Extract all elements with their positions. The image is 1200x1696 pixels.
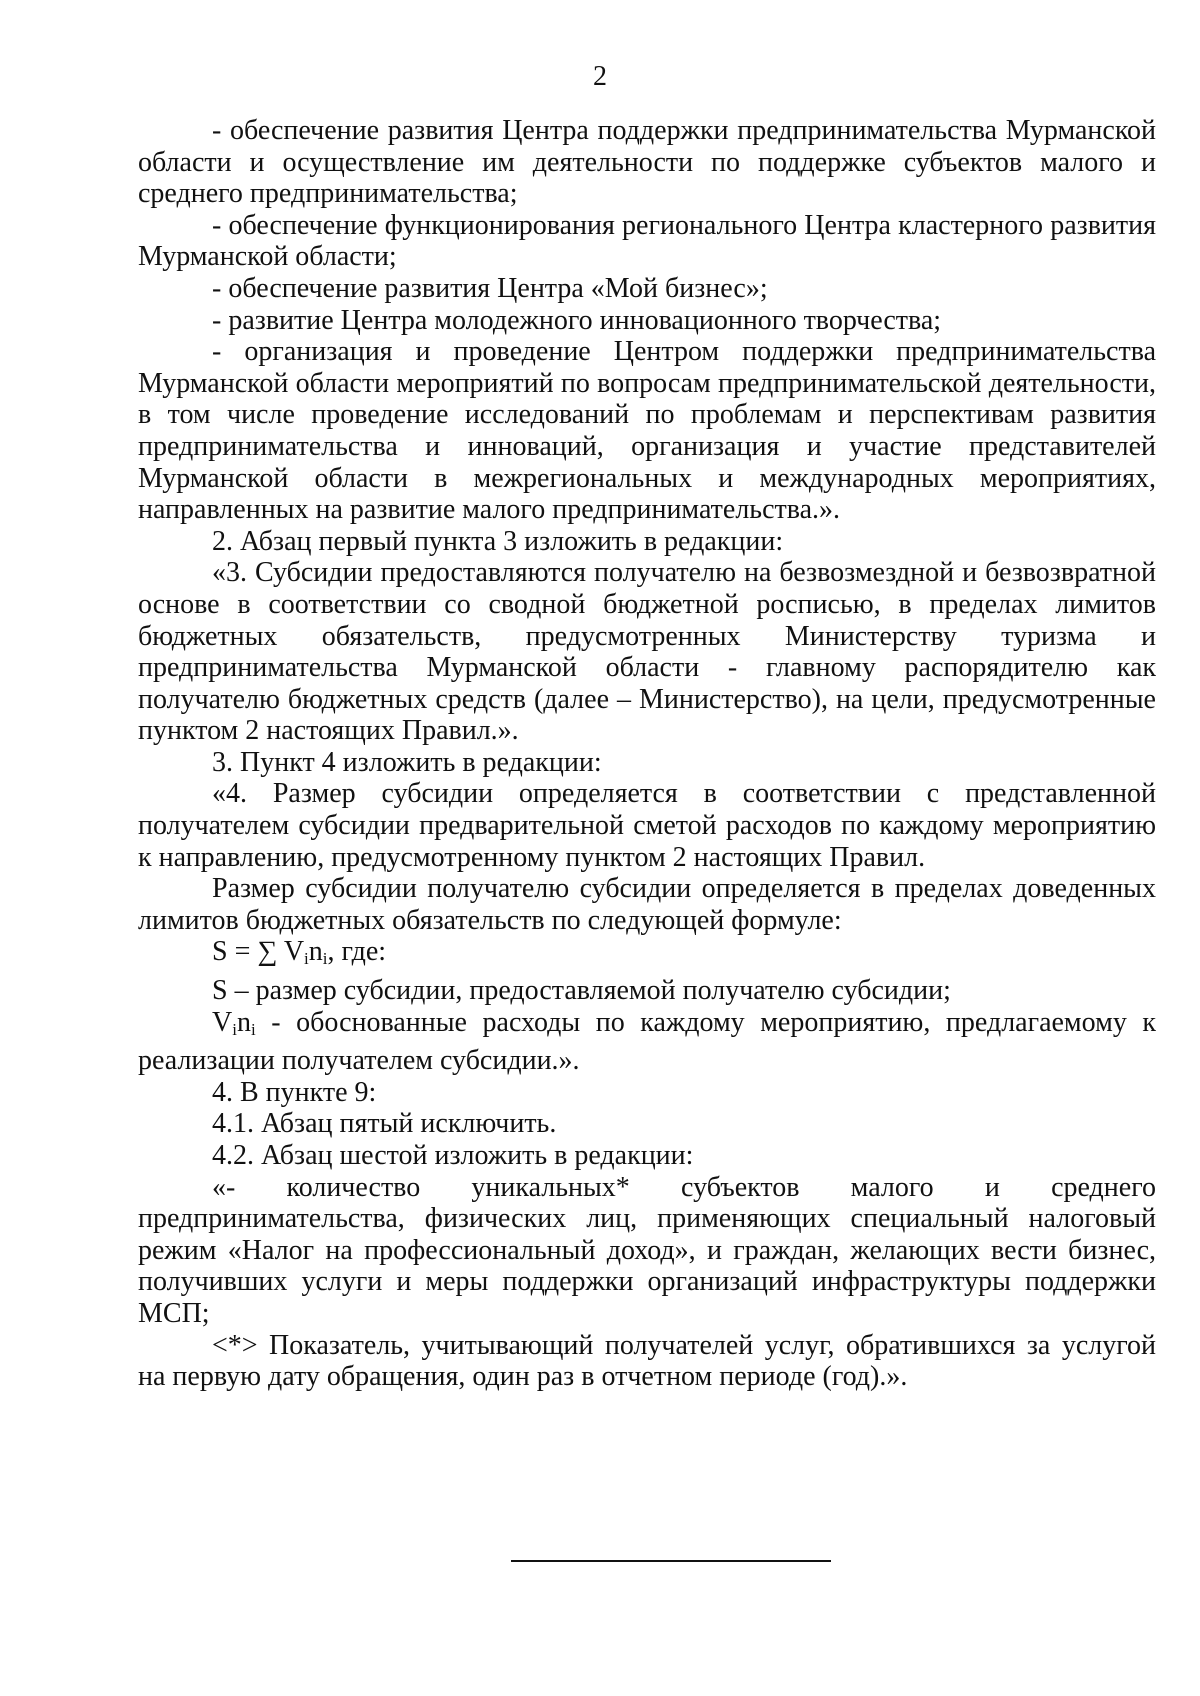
paragraph: 2. Абзац первый пункта 3 изложить в редакции: xyxy=(212,525,784,557)
formula-subscript: i xyxy=(322,949,328,969)
paragraph: 3. Пункт 4 изложить в редакции: xyxy=(212,746,602,778)
formula xyxy=(138,936,1156,975)
paragraph: 4.2. Абзац шестой изложить в редакции: xyxy=(212,1140,694,1171)
formula-subscript: i xyxy=(304,949,309,969)
paragraph: - организация и проведение Центром поддержки предпринимательства Мурманской области мероприятий по вопросам предпринимательской деятельности, в том числе проведение исследований по проблемам и перспективам развития предпринимательства и инноваций, организация и участие представителей Мурманской области в межрегиональных и международных мероприятиях, направленных на развитие малого предпринимательства.». xyxy=(138,336,1156,526)
paragraph: - обеспечение развития Центра «Мой бизнес»; xyxy=(212,272,768,304)
footnote-paragraph: <*> Показатель, учитывающий получателей услуг, обратившихся за услугой на первую дату обращения, один раз в отчетном периоде (год).». xyxy=(138,1329,1156,1393)
s-definition: S – размер субсидии, предоставляемой получателю субсидии; xyxy=(212,975,951,1007)
vn-v: V xyxy=(212,1006,233,1038)
paragraph: «- количество уникальных* субъектов малого и среднего предпринимательства, физических лиц, применяющих специальный налоговый режим «Налог на профессиональный доход», и граждан, желающих вести бизнес, получивших услуги и меры поддержки организаций инфраструктуры поддержки МСП; xyxy=(138,1171,1156,1329)
vn-subscript: i xyxy=(250,1019,256,1039)
page-number: 2 xyxy=(593,61,607,92)
vn-n: n xyxy=(236,1006,251,1038)
paragraph: - обеспечение функционирования регионального Центра кластерного развития Мурманской области; xyxy=(138,209,1156,273)
formula-n: n xyxy=(308,936,323,968)
vn-text: - обоснованные расходы по каждому мероприятию, предлагаемому к реализации получателем субсидии.». xyxy=(138,1006,1156,1077)
formula-tail: , где: xyxy=(327,936,387,968)
paragraph: 4.1. Абзац пятый исключить. xyxy=(212,1108,557,1140)
closing-rule xyxy=(511,1560,831,1562)
paragraph: «4. Размер субсидии определяется в соответствии с представленной получателем субсидии предварительной сметой расходов по каждому мероприятию к направлению, предусмотренному пунктом 2 настоящих Правил. xyxy=(138,778,1156,873)
vn-subscript: i xyxy=(232,1019,237,1039)
paragraph: «3. Субсидии предоставляются получателю на безвозмездной и безвозвратной основе в соответствии со сводной бюджетной росписью, в пределах лимитов бюджетных обязательств, предусмотренных Министерству туризма и предпринимательства Мурманской области - главному распорядителю как получателю бюджетных средств (далее – Министерство), на цели, предусмотренные пунктом 2 настоящих Правил.». xyxy=(138,557,1156,747)
paragraph: Размер субсидии получателю субсидии определяется в пределах доведенных лимитов бюджетных обязательств по следующей формуле: xyxy=(138,873,1156,936)
vn-definition xyxy=(138,1007,1156,1077)
paragraph: - обеспечение развития Центра поддержки предпринимательства Мурманской области и осуществление им деятельности по поддержке субъектов малого и среднего предпринимательства; xyxy=(138,115,1156,210)
formula-lhs: S = ∑ V xyxy=(212,936,305,968)
document-body xyxy=(138,115,1156,1393)
paragraph: 4. В пункте 9: xyxy=(212,1076,377,1108)
paragraph: - развитие Центра молодежного инновационного творчества; xyxy=(212,304,942,336)
